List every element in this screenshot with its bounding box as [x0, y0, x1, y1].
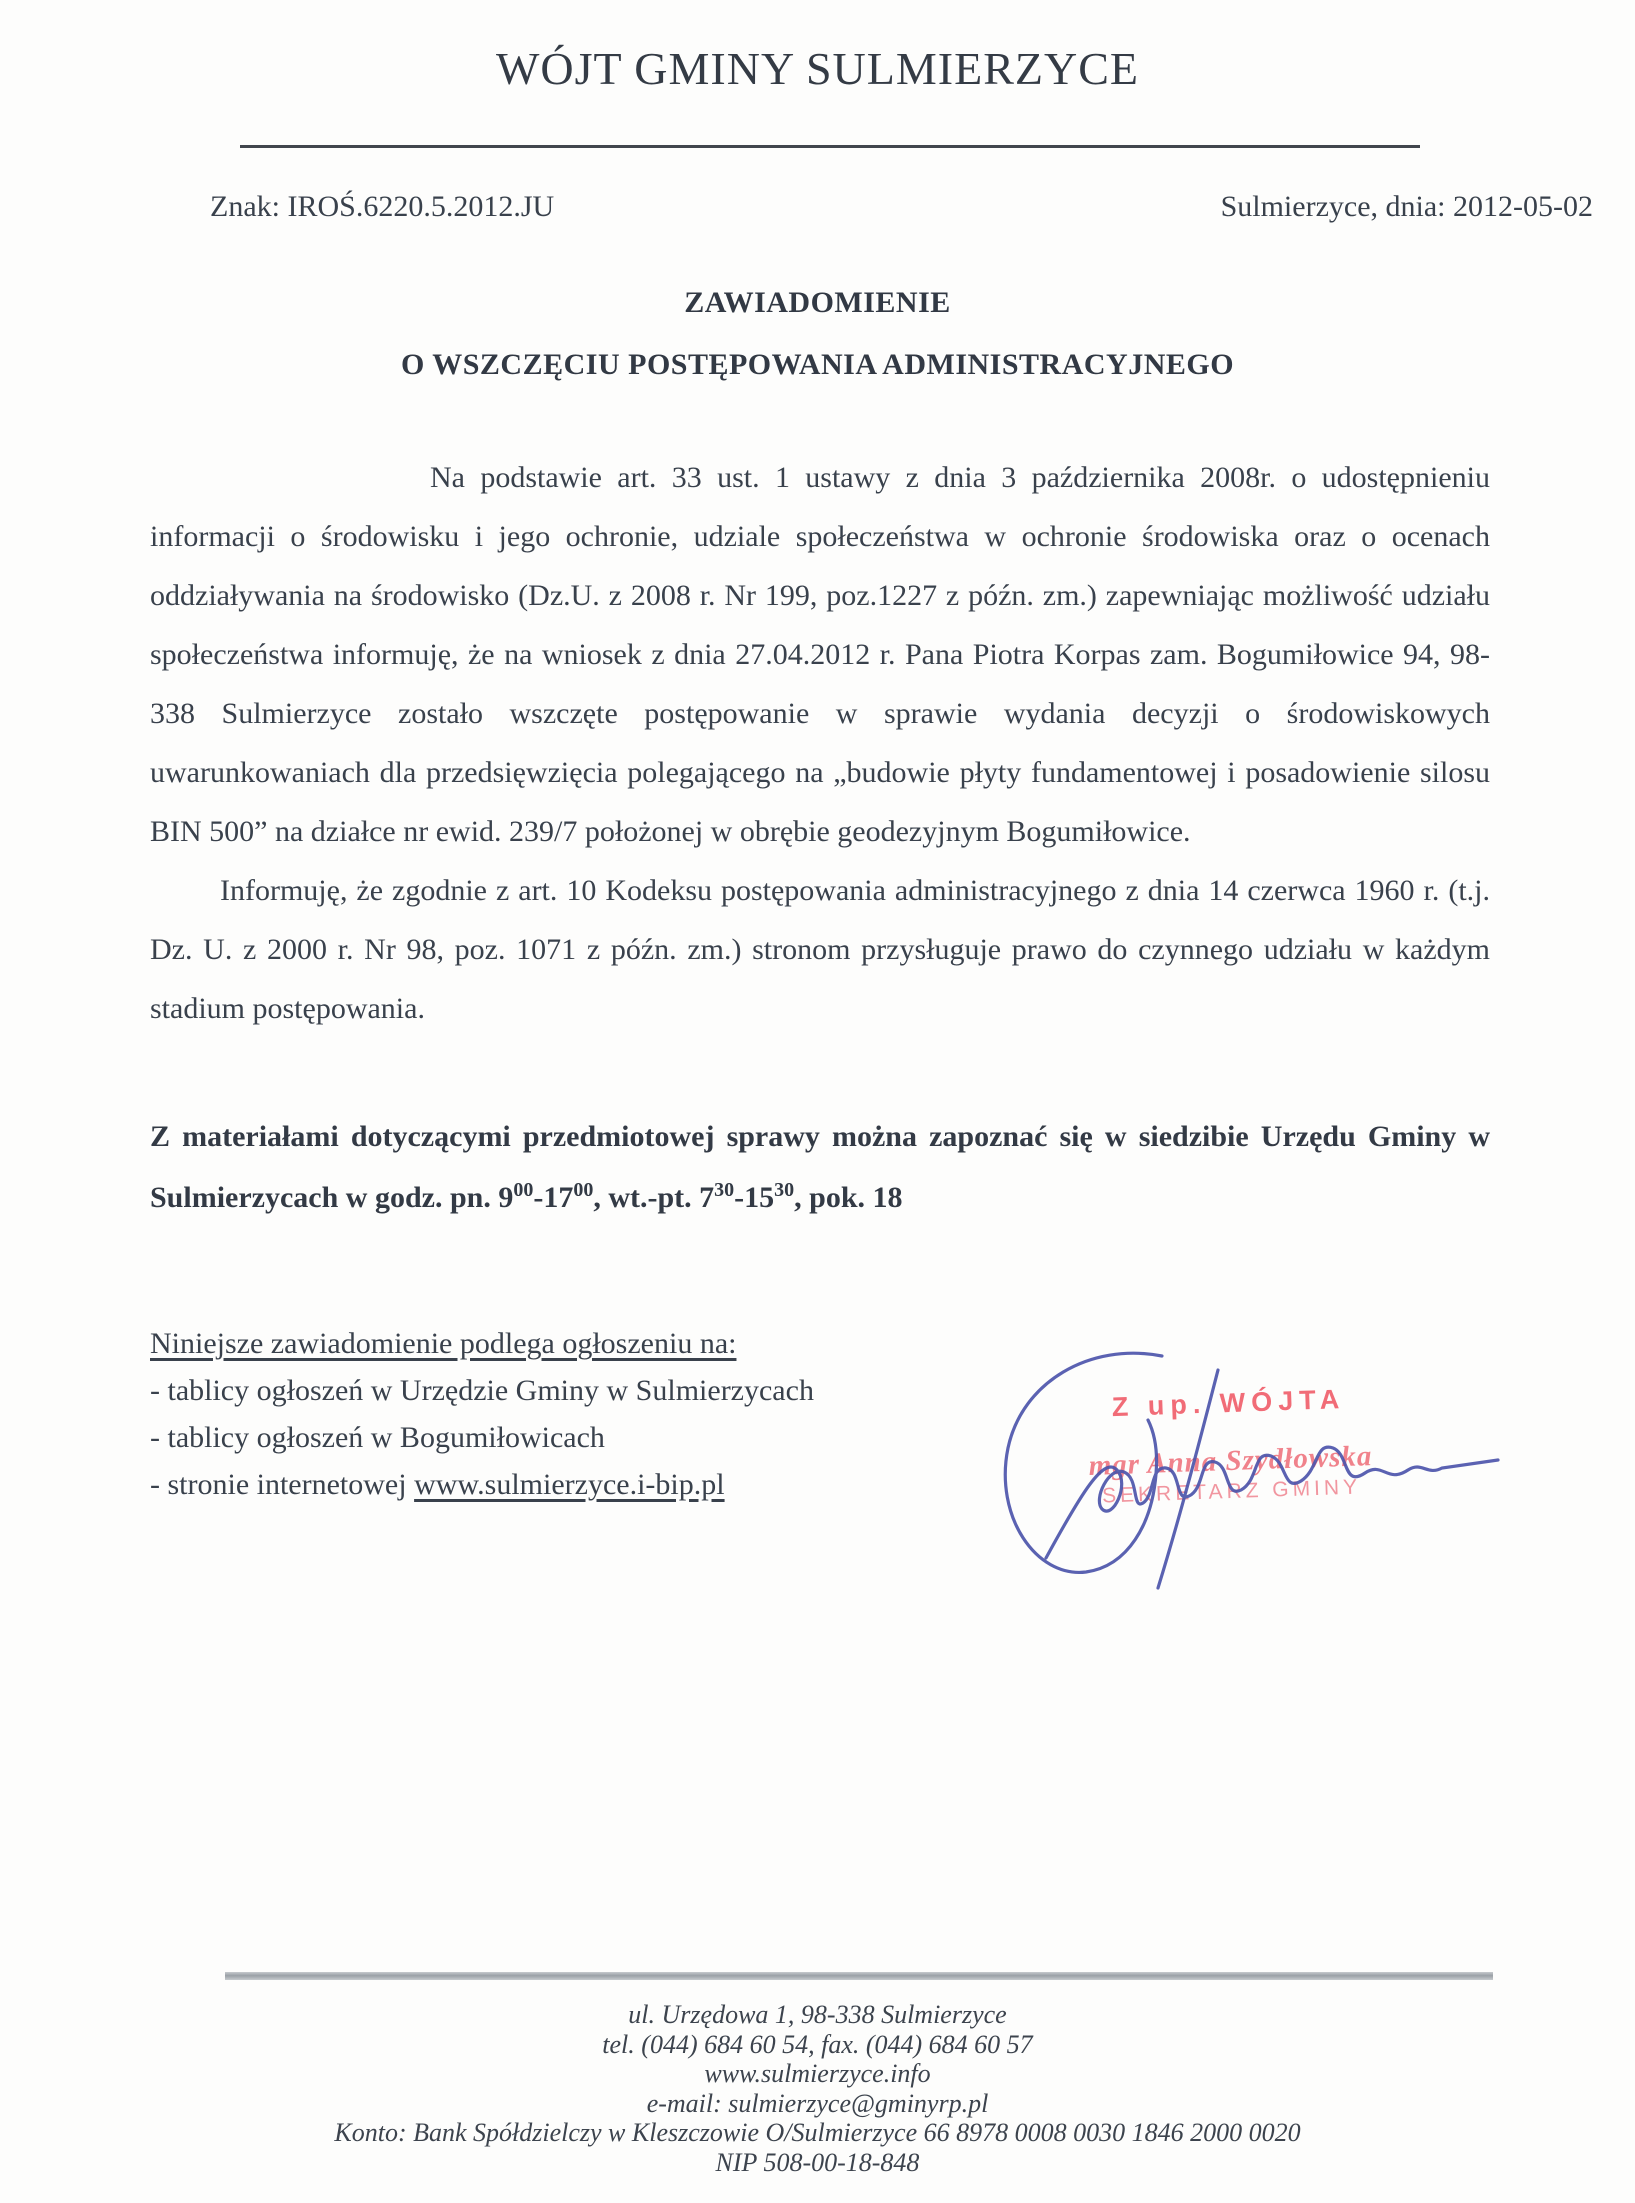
- footer-email: e-mail: sulmierzyce@gminyrp.pl: [646, 2088, 989, 2118]
- footer-divider: [225, 1972, 1493, 1980]
- legal-basis-paragraph: Na podstawie art. 33 ust. 1 ustawy z dnia 3 października 2008r. o udostępnieniu informacji o środowisku i jego ochronie, udziale społeczeństwa w ochronie środowiska oraz o ocenach oddziaływania na środowisko (Dz.U. z 2008 r. Nr 199, poz.1227 z późn. zm.) zapewniając możliwość udziału społeczeństwa informuję, że na wniosek z dnia 27.04.2012 r. Pana Piotra Korpas zam. Bogumiłowice 94, 98-338 Sulmierzyce zostało wszczęte postępowanie w sprawie wydania decyzji o środowiskowych uwarunkowaniach dla przedsięwzięcia polegającego na „budowie płyty fundamentowej i posadowienie silosu BIN 500” na działce nr ewid. 239/7 położonej w obrębie geodezyjnym Bogumiłowice.: [150, 461, 1490, 848]
- publication-notice-heading: Niniejsze zawiadomienie podlega ogłoszeniu na:: [150, 1327, 737, 1360]
- materials-availability-paragraph: [150, 1106, 1490, 1228]
- hours-superscript-4: 30: [774, 1179, 795, 1201]
- stamp-authorization-line: Z up. WÓJTA: [1111, 1383, 1346, 1423]
- availability-text-4: -15: [734, 1181, 775, 1214]
- footer-nip: NIP 508-00-18-848: [715, 2147, 920, 2177]
- publication-location-3-text: - stronie internetowej: [150, 1468, 415, 1501]
- document-title-line2: O WSZCZĘCIU POSTĘPOWANIA ADMINISTRACYJNEGO: [400, 348, 1235, 381]
- header-divider: [240, 145, 1420, 148]
- availability-text-1: Z materiałami dotyczącymi przedmiotowej sprawy można zapoznać się w siedzibie Urzędu Gminy w Sulmierzycach w godz. pn. 9: [150, 1120, 1490, 1214]
- bip-website-link: www.sulmierzyce.i-bip.pl: [414, 1468, 725, 1501]
- availability-text-3: , wt.-pt. 7: [593, 1181, 715, 1214]
- document-title-line1: ZAWIADOMIENIE: [684, 286, 951, 319]
- footer-phone-fax: tel. (044) 684 60 54, fax. (044) 684 60 57: [602, 2029, 1033, 2059]
- place-and-date: Sulmierzyce, dnia: 2012-05-02: [1220, 190, 1593, 223]
- stamp-signer-title: SEKRETARZ GMINY: [1101, 1475, 1362, 1508]
- hours-superscript-3: 30: [714, 1179, 735, 1201]
- authority-title: WÓJT GMINY SULMIERZYCE: [496, 43, 1139, 94]
- publication-location-2: - tablicy ogłoszeń w Bogumiłowicach: [150, 1421, 605, 1454]
- stamp-signer-name: mgr Anna Szydłowska: [1088, 1440, 1373, 1482]
- footer-bank-account: Konto: Bank Spółdzielczy w Kleszczowie O/Sulmierzyce 66 8978 0008 0030 1846 2000 0020: [334, 2118, 1301, 2147]
- case-reference-number: Znak: IROŚ.6220.5.2012.JU: [210, 190, 555, 223]
- footer-website: www.sulmierzyce.info: [704, 2059, 931, 2088]
- signature-and-stamp-area: [950, 1340, 1530, 1600]
- parties-rights-paragraph: Informuję, że zgodnie z art. 10 Kodeksu postępowania administracyjnego z dnia 14 czerwca 1960 r. (t.j. Dz. U. z 2000 r. Nr 98, poz. 1071 z późn. zm.) stronom przysługuje prawo do czynnego udziału w każdym stadium postępowania.: [150, 874, 1490, 1025]
- availability-text-5: , pok. 18: [794, 1181, 903, 1214]
- availability-text-2: -17: [533, 1181, 574, 1214]
- footer-address: ul. Urzędowa 1, 98-338 Sulmierzyce: [628, 2000, 1007, 2029]
- handwritten-signature-icon: [950, 1340, 1530, 1600]
- hours-superscript-2: 00: [573, 1179, 594, 1201]
- hours-superscript-1: 00: [513, 1179, 534, 1201]
- office-footer: [0, 2000, 1635, 2177]
- publication-location-1: - tablicy ogłoszeń w Urzędzie Gminy w Sulmierzycach: [150, 1374, 814, 1407]
- reference-row: [210, 190, 1593, 224]
